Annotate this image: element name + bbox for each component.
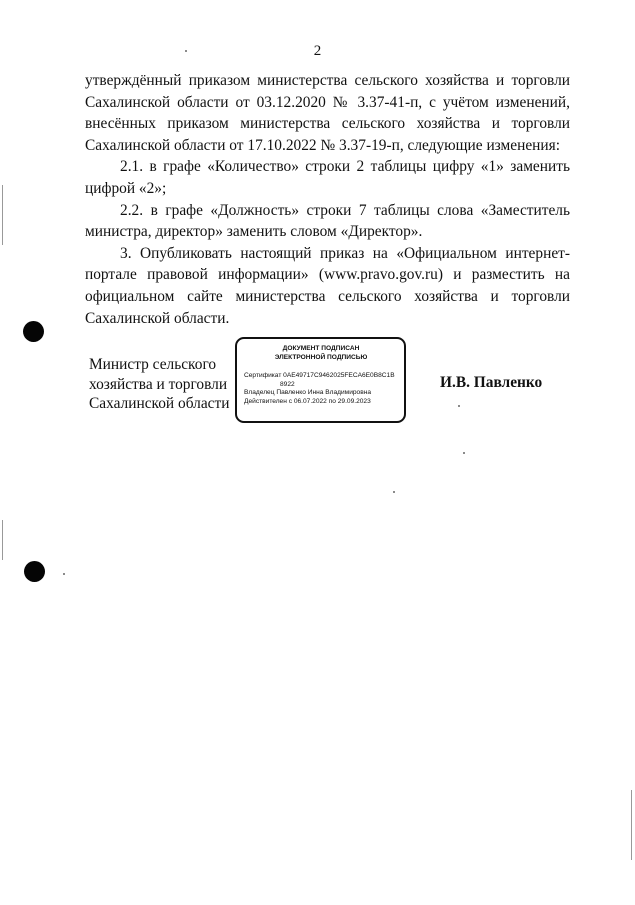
paragraph-item-2-1: 2.1. в графе «Количество» строки 2 таблицы цифру «1» заменить цифрой «2»; [85, 158, 570, 197]
scan-edge-mark [2, 520, 3, 560]
paragraph-item-2-2: 2.2. в графе «Должность» строки 7 таблицы слова «Заместитель министра, директор» заменить словом «Директор». [85, 201, 570, 241]
punch-hole-top [23, 321, 44, 342]
signer-title-line: хозяйства и торговли [89, 375, 228, 393]
page-number: 2 [313, 43, 322, 59]
paragraph-continuation: утверждённый приказом министерства сельского хозяйства и торговли Сахалинской области от 03.12.2020 № 3.37-41-п, с учётом изменений, внесённых приказом министерства сельского хозяйства и торговли Сахалинской области от 17.10.2022 № 3.37-19-п, следующие изменения: [85, 72, 570, 154]
stamp-owner: Владелец Павленко Инна Владимировна [244, 389, 372, 397]
punch-hole-bottom [24, 561, 45, 582]
electronic-signature-stamp [235, 337, 406, 423]
scan-speck [63, 573, 65, 575]
scan-speck [463, 452, 465, 454]
signer-title [89, 355, 234, 414]
stamp-certificate-continued: 8922 [280, 380, 295, 388]
signer-name: И.В. Павленко [440, 374, 543, 391]
scan-speck [393, 491, 395, 493]
stamp-heading: ЭЛЕКТРОННОЙ ПОДПИСЬЮ [274, 353, 368, 361]
document-body [85, 70, 570, 329]
scan-speck [185, 50, 187, 52]
scan-edge-mark [631, 790, 632, 860]
scan-speck [458, 405, 460, 407]
stamp-validity: Действителен с 06.07.2022 по 29.09.2023 [244, 397, 371, 405]
stamp-certificate: Сертификат 0AE49717C9462025FECA6E0B8C1B [244, 372, 395, 380]
signer-title-line: Сахалинской области [89, 395, 230, 412]
signer-title-line: Министр сельского [89, 356, 217, 373]
scan-edge-mark [2, 185, 3, 245]
paragraph-item-3: 3. Опубликовать настоящий приказ на «Официальном интернет-портале правовой информации» (www.pravo.gov.ru) и разместить на официальном сайте министерства сельского хозяйства и торговли Сахалинской области. [85, 244, 570, 327]
stamp-heading: ДОКУМЕНТ ПОДПИСАН [282, 345, 360, 352]
